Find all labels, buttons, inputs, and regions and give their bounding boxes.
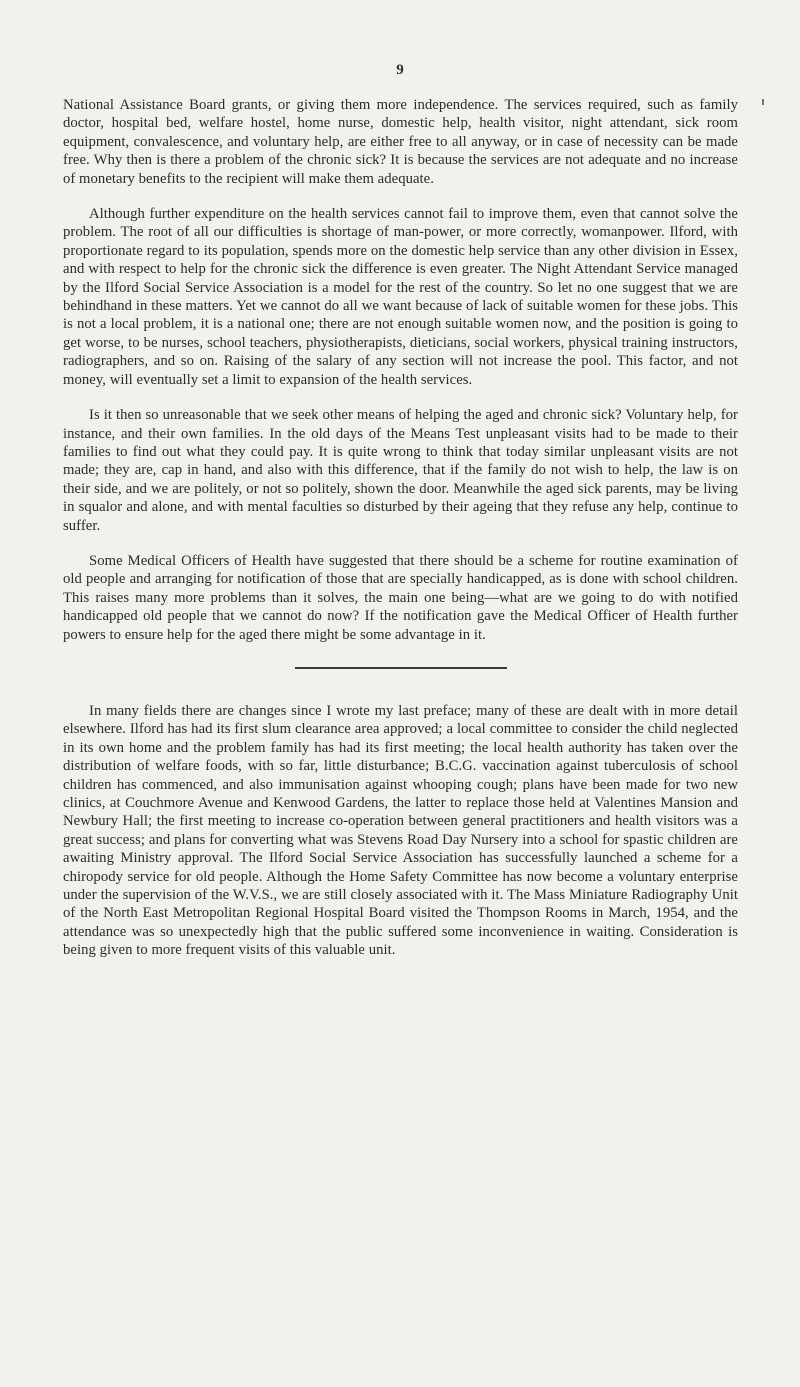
page-number: 9 xyxy=(396,62,404,78)
paragraph-gap xyxy=(63,389,738,406)
paragraph-other-means: Is it then so unreasonable that we seek other means of helping the aged and chronic sick? Voluntary help, for instance, and their own families. In the old days of the Means Test unpleasant visits had to be made to their families to find out what they could pay. It is quite wrong to think that today similar unpleasant visits are not made; they are, cap in hand, and also with this difference, that if the family do not wish to help, the law is on their side, and we are politely, or not so politely, shown the door. Meanwhile the aged sick parents, may be living in squalor and alone, and with mental faculties so disturbed by their ageing that they refuse any help, continue to suffer. xyxy=(63,407,738,534)
margin-mark xyxy=(762,99,764,105)
section-divider xyxy=(295,667,507,669)
paragraph-changes: In many fields there are changes since I wrote my last preface; many of these are dealt with in more detail elsewhere. Ilford has had its first slum clearance area approved; a local committee to consider the child neglected in its own home and the problem family has had its first meeting; the local health authority has taken over the distribution of welfare foods, with so far, little disturbance; B.C.G. vaccination against tuberculosis of school children has commenced, and also immunisation against whooping cough; plans have been made for two new clinics, at Couchmore Avenue and Kenwood Gardens, the latter to replace those held at Valentines Mansion and Newbury Hall; the first meeting to increase co-operation between general practitioners and health visitors was a great success; and plans for converting what was Stevens Road Day Nursery into a school for spastic children are awaiting Ministry approval. The Ilford Social Service Association has successfully launched a scheme for a chiropody service for old people. Although the Home Safety Committee has now become a voluntary enterprise under the supervision of the W.V.S., we are still closely associated with it. The Mass Miniature Radiography Unit of the North East Metropolitan Regional Hospital Board visited the Thompson Rooms in March, 1954, and the attendance was so unexpectedly high that the public suffered some inconvenience in waiting. Consideration is being given to more frequent visits of this valuable unit. xyxy=(63,702,738,959)
paragraph-continuation: National Assistance Board grants, or giving them more independence. The services required, such as family doctor, hospital bed, welfare hostel, home nurse, domestic help, health visitor, night attendant, sick room equipment, convalescence, and voluntary help, are either free to all anyway, or in case of necessity can be made free. Why then is there a problem of the chronic sick? It is because the services are not adequate and no increase of monetary benefits to the recipient will make them adequate. xyxy=(63,97,738,187)
paragraph-notification: Some Medical Officers of Health have suggested that there should be a scheme for routine examination of old people and arranging for notification of those that are specially handicapped, as is done with school children. This raises many more problems than it solves, the main one being—what are we going to do with notified handicapped old people that we cannot do now? If the notification gave the Medical Officer of Health further powers to ensure help for the aged there might be some advantage in it. xyxy=(63,552,738,643)
body-text xyxy=(63,96,738,960)
paragraph-gap xyxy=(63,188,738,205)
paragraph-gap xyxy=(63,535,738,552)
paragraph-manpower: Although further expenditure on the health services cannot fail to improve them, even that cannot solve the problem. The root of all our difficulties is shortage of man-power, or more correctly, womanpower. Ilford, with proportionate regard to its population, spends more on the domestic help service than any other division in Essex, and with respect to help for the chronic sick the difference is even greater. The Night Attendant Service managed by the Ilford Social Service Association is a model for the rest of the country. So let no one suggest that we are behindhand in these matters. Yet we cannot do all we want because of lack of suitable women for these jobs. This is not a local problem, it is a national one; there are not enough suitable women now, and the position is going to get worse, to be nurses, school teachers, physiotherapists, dieticians, social workers, physical training instructors, radiographers, and so on. Raising of the salary of any section will not increase the pool. This factor, and not money, will eventually set a limit to expansion of the health services. xyxy=(63,206,738,388)
